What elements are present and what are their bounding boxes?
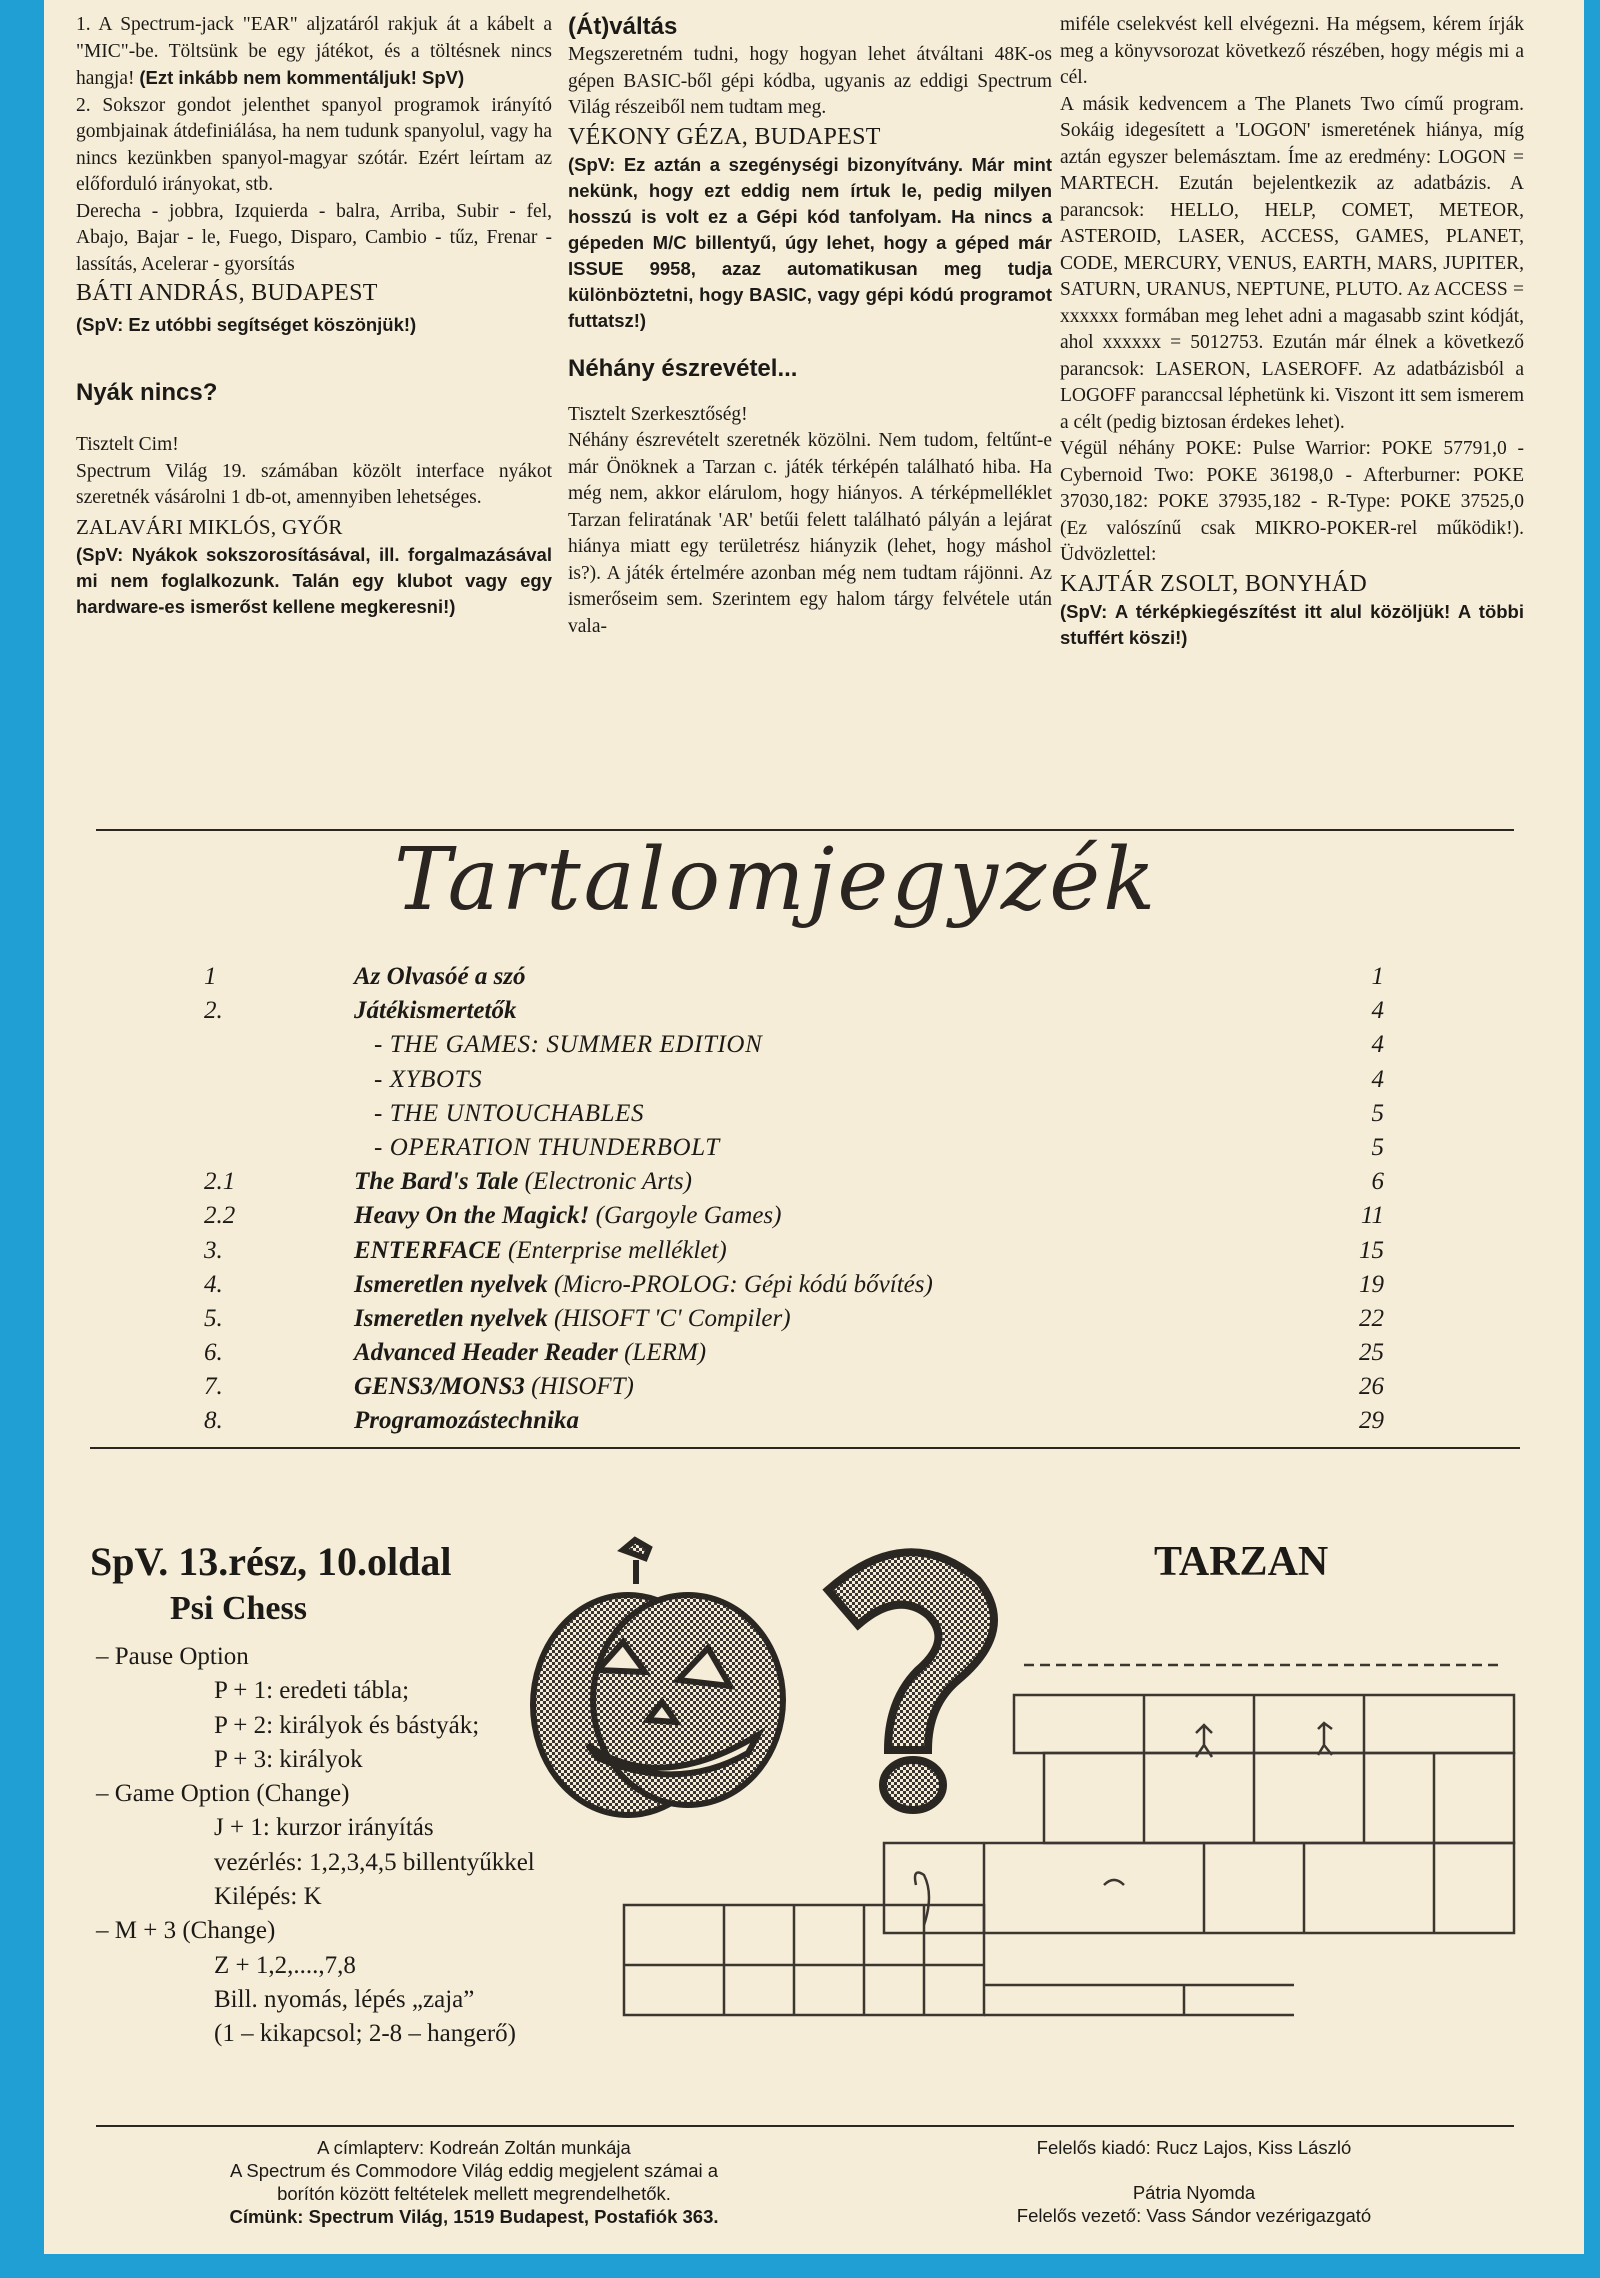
footer-address: Címünk: Spectrum Világ, 1519 Budapest, Postafiók 363. <box>229 2206 719 2227</box>
toc-entry-title: Programozástechnika <box>354 1407 580 1435</box>
letter-heading: Néhány észrevétel... <box>568 354 798 382</box>
psi-option-line: P + 3: királyok <box>214 1745 363 1773</box>
letter-paragraph: 1. A Spectrum-jack "EAR" aljzatáról rakjuk át a kábelt a "MIC"-be. Töltsünk be egy játékot, és a töltésnek nincs hangja! (Ezt inkább nem kommentáljuk! SpV) <box>76 14 552 89</box>
letter-signature: VÉKONY GÉZA, BUDAPEST <box>568 123 881 150</box>
psi-option-line: Kilépés: K <box>214 1883 322 1911</box>
toc-row <box>204 1336 1384 1370</box>
toc-entry-title: Játékismertetők <box>354 997 517 1025</box>
toc-page-number: 4 <box>1371 1031 1384 1059</box>
spv-reply: (Ezt inkább nem kommentáljuk! SpV) <box>139 67 465 88</box>
toc-row <box>204 994 1384 1028</box>
letter-paragraph: Derecha - jobbra, Izquierda - balra, Arriba, Subir - fel, Abajo, Bajar - le, Fuego, Disparo, Cambio - tűz, Frenar - lassítás, Acelerar - gyorsítás <box>76 200 552 275</box>
psi-option-line: Z + 1,2,....,7,8 <box>214 1951 356 1979</box>
toc-title: Tartalomjegyzék <box>394 830 1159 930</box>
letter-paragraph: Néhány észrevételt szeretnék közölni. Nem tudom, feltűnt-e már Önöknek a Tarzan c. játék térképén található hiba. Ha még nem, akkor elárulom, hogy hiányos. A térképmelléklet Tarzan feliratának 'AR' betűi felett található pályán a lejárat hiánya miatt egy területrész hiányzik (lehet, hogy máshol is?). A játék értelmére azonban még nem tudtam rájönni. Az ismerőseim sem. Szerintem egy halom tárgy felvétele után vala- <box>568 430 1052 637</box>
letter-paragraph: miféle cselekvést kell elvégezni. Ha mégsem, kérem írják meg a könyvsorozat következő részében, hogy mégis mi a cél. <box>1060 14 1524 88</box>
letter-heading: (Át)váltás <box>568 13 678 40</box>
toc-row <box>204 1131 1384 1165</box>
toc-number: 8. <box>204 1407 223 1435</box>
toc-entry-detail: (HISOFT) <box>524 1373 634 1401</box>
toc-row <box>204 1302 1384 1336</box>
toc-entry-title: GENS3/MONS3 <box>354 1373 525 1401</box>
toc-entry <box>354 1234 727 1268</box>
toc-entry <box>354 1404 579 1438</box>
spv-reply: (SpV: A térképkiegészítést itt alul közöljük! A többi stuffért köszi!) <box>1060 600 1524 648</box>
psi-option-line: J + 1: kurzor irányítás <box>214 1814 434 1842</box>
letter-signature: ZALAVÁRI MIKLÓS, GYŐR <box>76 514 343 539</box>
toc-page-number: 6 <box>1371 1168 1384 1196</box>
letter-paragraph: Megszeretném tudni, hogy hogyan lehet átváltani 48K-os gépen BASIC-ből gépi kódba, ugyanis az eddigi Spectrum Világ részeiből nem tudtam meg. <box>568 44 1052 118</box>
toc-page-number: 25 <box>1359 1339 1384 1367</box>
toc-page-number: 29 <box>1359 1407 1384 1435</box>
toc-row <box>204 1165 1384 1199</box>
toc-number: 7. <box>204 1373 223 1401</box>
toc-row <box>204 1404 1384 1438</box>
toc-row <box>204 1063 1384 1097</box>
toc-entry-detail: - XYBOTS <box>374 1065 483 1093</box>
letter-paragraph: Végül néhány POKE: Pulse Warrior: POKE 57791,0 - Cybernoid Two: POKE 36198,0 - Afterburner: POKE 37030,182: POKE 37935,182 - R-Type: POKE 37525,0 (Ez valószínű csak MIKRO-POKER-rel működik!). Üdvözlettel: <box>1060 438 1524 565</box>
footer-credits <box>104 2136 844 2228</box>
toc-entry-detail: - THE UNTOUCHABLES <box>374 1099 645 1127</box>
letter-paragraph: Spectrum Világ 19. számában közölt interface nyákot szeretnék vásárolni 1 db-ot, amennyiben lehetséges. <box>76 460 552 508</box>
psi-option-heading: – M + 3 (Change) <box>96 1917 276 1945</box>
psi-chess-title: SpV. 13.rész, 10.oldal <box>90 1539 452 1584</box>
toc-entry-detail: - THE GAMES: SUMMER EDITION <box>374 1031 763 1059</box>
letters-column-2 <box>568 12 1052 640</box>
page-frame-bottom <box>0 2254 1600 2278</box>
toc-entry-title: Ismeretlen nyelvek <box>354 1304 548 1332</box>
toc-number: 2.1 <box>204 1168 236 1196</box>
toc-number: 3. <box>204 1236 223 1264</box>
toc-entry <box>374 1131 720 1165</box>
toc-page-number: 5 <box>1371 1133 1384 1161</box>
letter-heading: Nyák nincs? <box>76 379 218 406</box>
toc-entry <box>354 1336 706 1370</box>
toc-number: 4. <box>204 1270 223 1298</box>
toc-entry-detail: (Electronic Arts) <box>518 1168 692 1196</box>
footer-line: Pátria Nyomda <box>1132 2182 1256 2203</box>
psi-option-line: P + 1: eredeti tábla; <box>214 1677 410 1705</box>
toc-entry-title: The Bard's Tale <box>354 1168 519 1196</box>
section-rule <box>96 2125 1514 2127</box>
letter-greeting: Tisztelt Cim! <box>76 434 179 455</box>
toc-number: 1 <box>204 963 217 990</box>
toc-entry <box>354 1268 933 1302</box>
toc-entry <box>374 1097 644 1131</box>
tarzan-title: TARZAN <box>1154 1539 1329 1585</box>
toc-entry <box>354 1370 634 1404</box>
toc-page-number: 22 <box>1359 1304 1384 1332</box>
psi-option-heading: – Game Option (Change) <box>96 1780 350 1808</box>
toc-page-number: 11 <box>1360 1202 1384 1230</box>
toc-entry <box>354 994 516 1028</box>
page-frame-left <box>0 0 44 2278</box>
letter-greeting: Tisztelt Szerkesztőség! <box>568 403 748 425</box>
toc-row <box>204 1370 1384 1404</box>
toc-row <box>204 960 1384 994</box>
toc-entry <box>354 960 526 994</box>
toc-page-number: 15 <box>1359 1236 1384 1264</box>
footer-publisher <box>904 2136 1484 2227</box>
magazine-page <box>44 0 1584 2254</box>
toc-row <box>204 1028 1384 1062</box>
page-frame-right <box>1584 0 1600 2278</box>
toc-entry <box>354 1199 781 1233</box>
psi-option-line: P + 2: királyok és bástyák; <box>214 1711 480 1739</box>
toc-page-number: 5 <box>1371 1099 1384 1127</box>
toc-page-number: 4 <box>1371 1065 1384 1093</box>
toc-entry-title: ENTERFACE <box>354 1236 502 1264</box>
toc-number: 5. <box>204 1304 223 1332</box>
footer-line: A címlapterv: Kodreán Zoltán munkája <box>317 2137 631 2158</box>
letter-paragraph: 2. Sokszor gondot jelenthet spanyol programok irányító gombjainak átdefiniálása, ha nem tudunk spanyolul, vagy ha nincs kezünkben spanyol-magyar szótár. Ezért leírtam az előforduló irányokat, stb. <box>76 94 552 195</box>
psi-option-heading: – Pause Option <box>96 1643 249 1670</box>
toc-entry-detail: - OPERATION THUNDERBOLT <box>374 1133 720 1161</box>
tarzan-map <box>604 1645 1564 2045</box>
psi-option-line: vezérlés: 1,2,3,4,5 billentyűkkel <box>214 1848 535 1876</box>
letter-signature: BÁTI ANDRÁS, BUDAPEST <box>76 280 378 306</box>
toc-page-number: 4 <box>1371 997 1384 1025</box>
toc-number: 2. <box>204 997 223 1025</box>
spv-reply: (SpV: Ez aztán a szegénységi bizonyítvány. Már mint nekünk, hogy ezt eddig nem írtuk le, pedig milyen hosszú is volt ez a Gépi kód tanfolyam. Ha nincs a gépeden M/C billentyű, úgy lehet, hogy a géped már ISSUE 9958, azaz automatikusan meg tudja különböztetni, hogy BASIC, vagy gépi kódú programot futtatsz!) <box>568 153 1052 331</box>
toc-page-number: 19 <box>1359 1270 1384 1298</box>
toc-page-number: 26 <box>1359 1373 1384 1401</box>
spv-reply: (SpV: Ez utóbbi segítséget köszönjük!) <box>76 314 417 335</box>
toc-entry-detail: (Gargoyle Games) <box>589 1202 782 1230</box>
spv-reply: (SpV: Nyákok sokszorosításával, ill. forgalmazásával mi nem foglalkozunk. Talán egy klubot vagy egy hardware-es ismerőst kellene megkeresni!) <box>76 543 552 617</box>
toc-row <box>204 1234 1384 1268</box>
letter-paragraph: A másik kedvencem a The Planets Two című program. Sokáig idegesített a 'LOGON' ismeretének hiánya, míg aztán egyszer belemásztam. Íme az eredmény: LOGON = MARTECH. Ezután bejelentkezik az adatbázis. A parancsok: HELLO, HELP, COMET, METEOR, ASTEROID, LASER, ACCESS, GAMES, PLANET, CODE, MERCURY, VENUS, EARTH, MARS, JUPITER, SATURN, URANUS, NEPTUNE, PLUTO. Az ACCESS = xxxxxx formában meg lehet adni a magasabb szint kódját, ahol xxxxxx = 5012753. Ezután már élnek a következő parancsok: LASERON, LASEROFF. Az adatbázisból a LOGOFF paranccsal léphetünk ki. Viszont itt sem ismerem a célt (pedig biztosan érdekes lehet). <box>1060 93 1524 433</box>
toc-entry-title: Advanced Header Reader <box>354 1339 618 1367</box>
toc-number: 6. <box>204 1339 223 1367</box>
toc-page-number: 1 <box>1371 963 1384 990</box>
toc-entry-title: Ismeretlen nyelvek <box>354 1270 548 1298</box>
toc-entry-detail: (Enterprise melléklet) <box>501 1236 727 1264</box>
letters-column-1 <box>76 12 552 620</box>
toc-list <box>204 960 1384 1439</box>
toc-row <box>204 1097 1384 1131</box>
toc-entry-detail: (Micro-PROLOG: Gépi kódú bővítés) <box>547 1270 933 1298</box>
section-rule <box>90 1447 1520 1449</box>
letter-signature: KAJTÁR ZSOLT, BONYHÁD <box>1060 570 1367 597</box>
toc-entry-title: Az Olvasóé a szó <box>354 963 526 990</box>
footer-line: Felelős kiadó: Rucz Lajos, Kiss László <box>1036 2137 1352 2158</box>
toc-number: 2.2 <box>204 1202 236 1230</box>
psi-option-line: (1 – kikapcsol; 2-8 – hangerő) <box>214 2020 517 2048</box>
toc-row <box>204 1199 1384 1233</box>
footer-line: borítón között feltételek mellett megrendelhetők. <box>277 2183 671 2204</box>
toc-row <box>204 1268 1384 1302</box>
toc-entry <box>354 1165 692 1199</box>
psi-chess-subtitle: Psi Chess <box>170 1590 307 1627</box>
footer-line: A Spectrum és Commodore Világ eddig megjelent számai a <box>229 2160 719 2181</box>
toc-entry <box>354 1302 791 1336</box>
toc-entry-detail: (HISOFT 'C' Compiler) <box>547 1304 791 1332</box>
footer-line: Felelős vezető: Vass Sándor vezérigazgató <box>1016 2205 1372 2226</box>
toc-entry-detail: (LERM) <box>617 1339 707 1367</box>
toc-entry <box>374 1028 762 1062</box>
psi-option-line: Bill. nyomás, lépés „zaja” <box>214 1985 475 2013</box>
toc-entry-title: Heavy On the Magick! <box>354 1202 590 1230</box>
letters-column-3 <box>1060 12 1524 651</box>
toc-entry <box>374 1063 482 1097</box>
